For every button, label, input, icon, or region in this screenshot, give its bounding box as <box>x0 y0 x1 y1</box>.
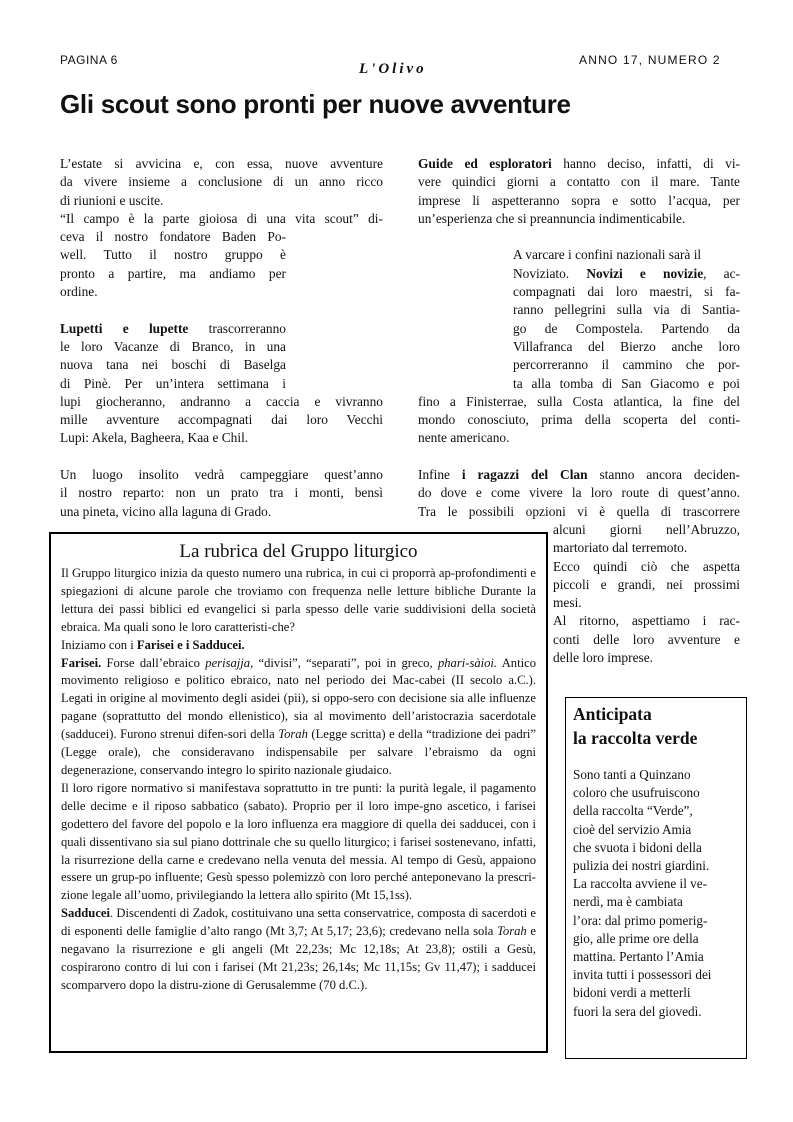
rubrica-box <box>49 532 548 1053</box>
text-line <box>513 265 740 283</box>
text-line: mesi. <box>553 595 582 611</box>
text-line: ta alla tomba di San Giacomo e poi <box>513 375 740 391</box>
text-line <box>418 155 740 173</box>
text-line: fuori la sera del giovedì. <box>573 1003 702 1019</box>
text-line: da vivere insieme a conclusione di un anno ricco <box>60 174 383 190</box>
raccolta-box <box>565 697 747 1059</box>
text-line: pulizia dei nostri giardini. <box>573 858 710 874</box>
text-line: invita tutti i possessori dei <box>573 967 712 983</box>
text-line: pronto a partire, ma andiamo per <box>60 265 286 281</box>
text-line: imprese li aspetteranno sopra e sotto l’acqua, per <box>418 192 740 208</box>
text-line: mondo conosciuto, prima della scoperta del conti- <box>418 412 740 428</box>
text-line <box>418 466 740 484</box>
text-line: nente americano. <box>418 430 510 446</box>
rubrica-text <box>61 565 536 995</box>
text-line: bidoni verdi a metterli <box>573 985 691 1001</box>
section-clan: i ragazzi del Clan <box>461 467 588 483</box>
text-line: percorreranno il cammino che por- <box>513 357 740 373</box>
text-line: Tra le possibili opzioni vi è quella di trascorrere <box>418 503 740 519</box>
text-line: una pineta, vicino alla laguna di Grado. <box>60 503 272 519</box>
text-line: “Il campo è la parte gioiosa di una vita scout” di- <box>60 210 383 226</box>
text-span: hanno deciso, infatti, di vi- <box>551 156 740 171</box>
text-line: della raccolta “Verde”, <box>573 803 693 819</box>
text-line: di Pinè. Per un’intera settimana i <box>60 375 286 391</box>
text-line: mille avventure accompagnati dai loro Vecchi <box>60 412 383 428</box>
text-line: fino a Finisterrae, sulla Costa atlantica, la fine del <box>418 393 740 409</box>
issue-number: ANNO 17, NUMERO 2 <box>579 53 721 67</box>
text-line: A varcare i confini nazionali sarà il <box>513 247 702 263</box>
text-line: L’estate si avvicina e, con essa, nuove avventure <box>60 156 383 171</box>
text-line: il nostro reparto: non un prato tra i monti, bensì <box>60 485 383 501</box>
text-line: lupi giocheranno, andranno a caccia e vivranno <box>60 393 383 409</box>
text-line: La raccolta avviene il ve- <box>573 876 707 892</box>
text-line: vere quindici giorni a contatto con il mare. Tante <box>418 174 740 190</box>
text-line: nerdì, ma è cambiata <box>573 894 683 910</box>
text-line: martoriato dal terremoto. <box>553 540 688 556</box>
rubrica-sadducei <box>61 905 536 995</box>
text-line: Un luogo insolito vedrà campeggiare quest’anno <box>60 467 383 483</box>
text-span: , “divisi”, “separati”, poi in greco, <box>250 655 438 670</box>
text-line <box>60 320 286 338</box>
text-line: Al ritorno, aspettiamo i rac- <box>553 613 740 629</box>
text-line: le loro Vacanze di Branco, in una <box>60 338 286 354</box>
newsletter-logo: L'Olivo <box>359 61 427 77</box>
text-span: e negavano la risurrezione e gli angeli (Mt 22,23s; Mc 12,18s; At 23,8); ostili a Gesù, cospirarono contro di lui con i farisei (Mt 21,23s; 26,14s; Mc 11,15s; Gv 11,47); i sadducei scomparvero dopo la distru-zione di Gerusalemme (70 d.C.). <box>61 924 536 992</box>
text-line: well. Tutto il nostro gruppo è <box>60 247 286 263</box>
text-line: do dove e come vivere la loro route di quest’anno. <box>418 485 740 501</box>
text-line: piccoli e grandi, nei prossimi <box>553 576 740 592</box>
rubrica-farisei-2: Il loro rigore normativo si manifestava soprattutto in tre punti: la purità legale, il pagamento delle decime e il riposo sabbatico (sabato). Proprio per il loro impe-gno ascetico, i farisei godettero del favore del popolo e la loro influenza era maggiore di quella dei sadducei, con i quali dissentivano sia sul piano dottrinale che su quello liturgico; i farisei sostenevano, infatti, la risurrezione della carne e credevano nella venuta del messia. Al tempo di Gesù, appaiono essere un grup-po influente; Gesù spesso polemizzò con loro perché anteponevano la prescri-zione legale all’uomo, privilegiando la lettera allo spirito (Mt 15,1ss). <box>61 780 536 903</box>
text-line: di riunioni e uscite. <box>60 192 164 208</box>
left-column <box>60 155 383 521</box>
text-line: cioè del servizio Amia <box>573 821 692 837</box>
text-line: Villafranca del Bierzo anche loro <box>513 338 740 354</box>
text-bold: Farisei e i Sadducei. <box>136 637 245 652</box>
rubrica-farisei <box>61 655 536 780</box>
text-line: coloro che usufruiscono <box>573 785 700 801</box>
section-lupetti: Lupetti e lupette <box>60 320 189 336</box>
raccolta-title-line-1: Anticipata <box>573 704 652 724</box>
text-span: . Discendenti di Zadok, costituivano una setta conservatrice, composta di sacerdoti e di esponenti delle famiglie d’alto rango (Mt 3,7; At 5,17; 23,6); credevano nella sola <box>61 906 536 939</box>
text-line: ordine. <box>60 284 98 300</box>
text-span: (Legge scritta) e della “tradizione dei padri” (Legge orale), che consideravano indispensabile per salvare l’ebraismo da ogni degenerazione, conservando integro lo spirito nazionale giudaico. <box>61 727 536 777</box>
text-line: alcuni giorni nell’Abruzzo, <box>553 521 740 537</box>
text-italic: phari-sàioi. <box>437 655 498 670</box>
rubrica-start <box>61 637 536 655</box>
text-line: che svuota i bidoni della <box>573 839 702 855</box>
rubrica-intro: Il Gruppo liturgico inizia da questo numero una rubrica, in cui ci proporrà ap-profondimenti e spiegazioni di alcune parole che troviamo con frequenza nelle letture bibliche Durante la lettura dei passi biblici ed evangelici si parla spesso delle varie suddivisioni della società ebraica. Ma quali sono le loro caratteristi-che? <box>61 566 536 634</box>
page-number: PAGINA 6 <box>60 53 118 67</box>
text-line: ceva il nostro fondatore Baden Po- <box>60 229 286 245</box>
farisei-label: Farisei. <box>61 655 102 670</box>
text-span: Forse dall’ebraico <box>101 655 206 670</box>
text-span: Iniziamo con i <box>61 637 137 652</box>
text-span: Noviziato. <box>513 265 587 281</box>
text-italic: perisajja <box>205 655 251 670</box>
text-line: Ecco quindi ciò che aspetta <box>553 558 740 574</box>
raccolta-title-line-2: la raccolta verde <box>573 728 698 748</box>
text-line: un’esperienza che si preannuncia indimenticabile. <box>418 210 686 226</box>
text-italic: Torah <box>497 924 527 939</box>
text-line: compagnati dai loro maestri, si fa- <box>513 284 740 300</box>
text-line: nuova tana nei boschi di Baselga <box>60 357 286 373</box>
text-span: Infine <box>418 467 462 483</box>
text-line: go de Compostela. Partendo da <box>513 320 740 336</box>
text-line: gio, alle prime ore della <box>573 930 699 946</box>
text-span: stanno ancora deciden- <box>587 467 740 483</box>
rubrica-title: La rubrica del Gruppo liturgico <box>179 541 418 562</box>
text-line: mattina. Pertanto l’Amia <box>573 949 704 965</box>
text-line: conti delle loro avventure e <box>553 631 740 647</box>
raccolta-text <box>573 766 738 1021</box>
text-italic: Torah <box>278 727 308 742</box>
article-title: Gli scout sono pronti per nuove avventure <box>60 89 571 119</box>
section-novizi: Novizi e novizie <box>586 265 704 281</box>
text-line: Lupi: Akela, Bagheera, Kaa e Chil. <box>60 430 249 446</box>
text-line: l’ora: dal primo pomerig- <box>573 912 708 928</box>
text-span: Antico movimento religioso e politico ebraico, nato nel periodo dei Mac-cabei (II secolo a.C.). Legati in origine al movimento degli asidei (pii), si oppo-sero con decisione sia alle influenze pagane (soprattutto del mondo ellenistico), sia al movimento dell’aristocrazia sacerdotale (sadducei). Furono strenui difen-sori della <box>61 655 536 742</box>
text-line: Sono tanti a Quinzano <box>573 767 691 782</box>
raccolta-title <box>573 702 697 750</box>
text-span: trascorreranno <box>188 320 286 336</box>
sadducei-label: Sadducei <box>61 906 110 921</box>
text-span: , ac- <box>703 265 740 281</box>
section-guide: Guide ed esploratori <box>418 156 552 171</box>
text-line: delle loro imprese. <box>553 650 654 666</box>
text-line: ranno pellegrini sulla via di Santia- <box>513 302 740 318</box>
